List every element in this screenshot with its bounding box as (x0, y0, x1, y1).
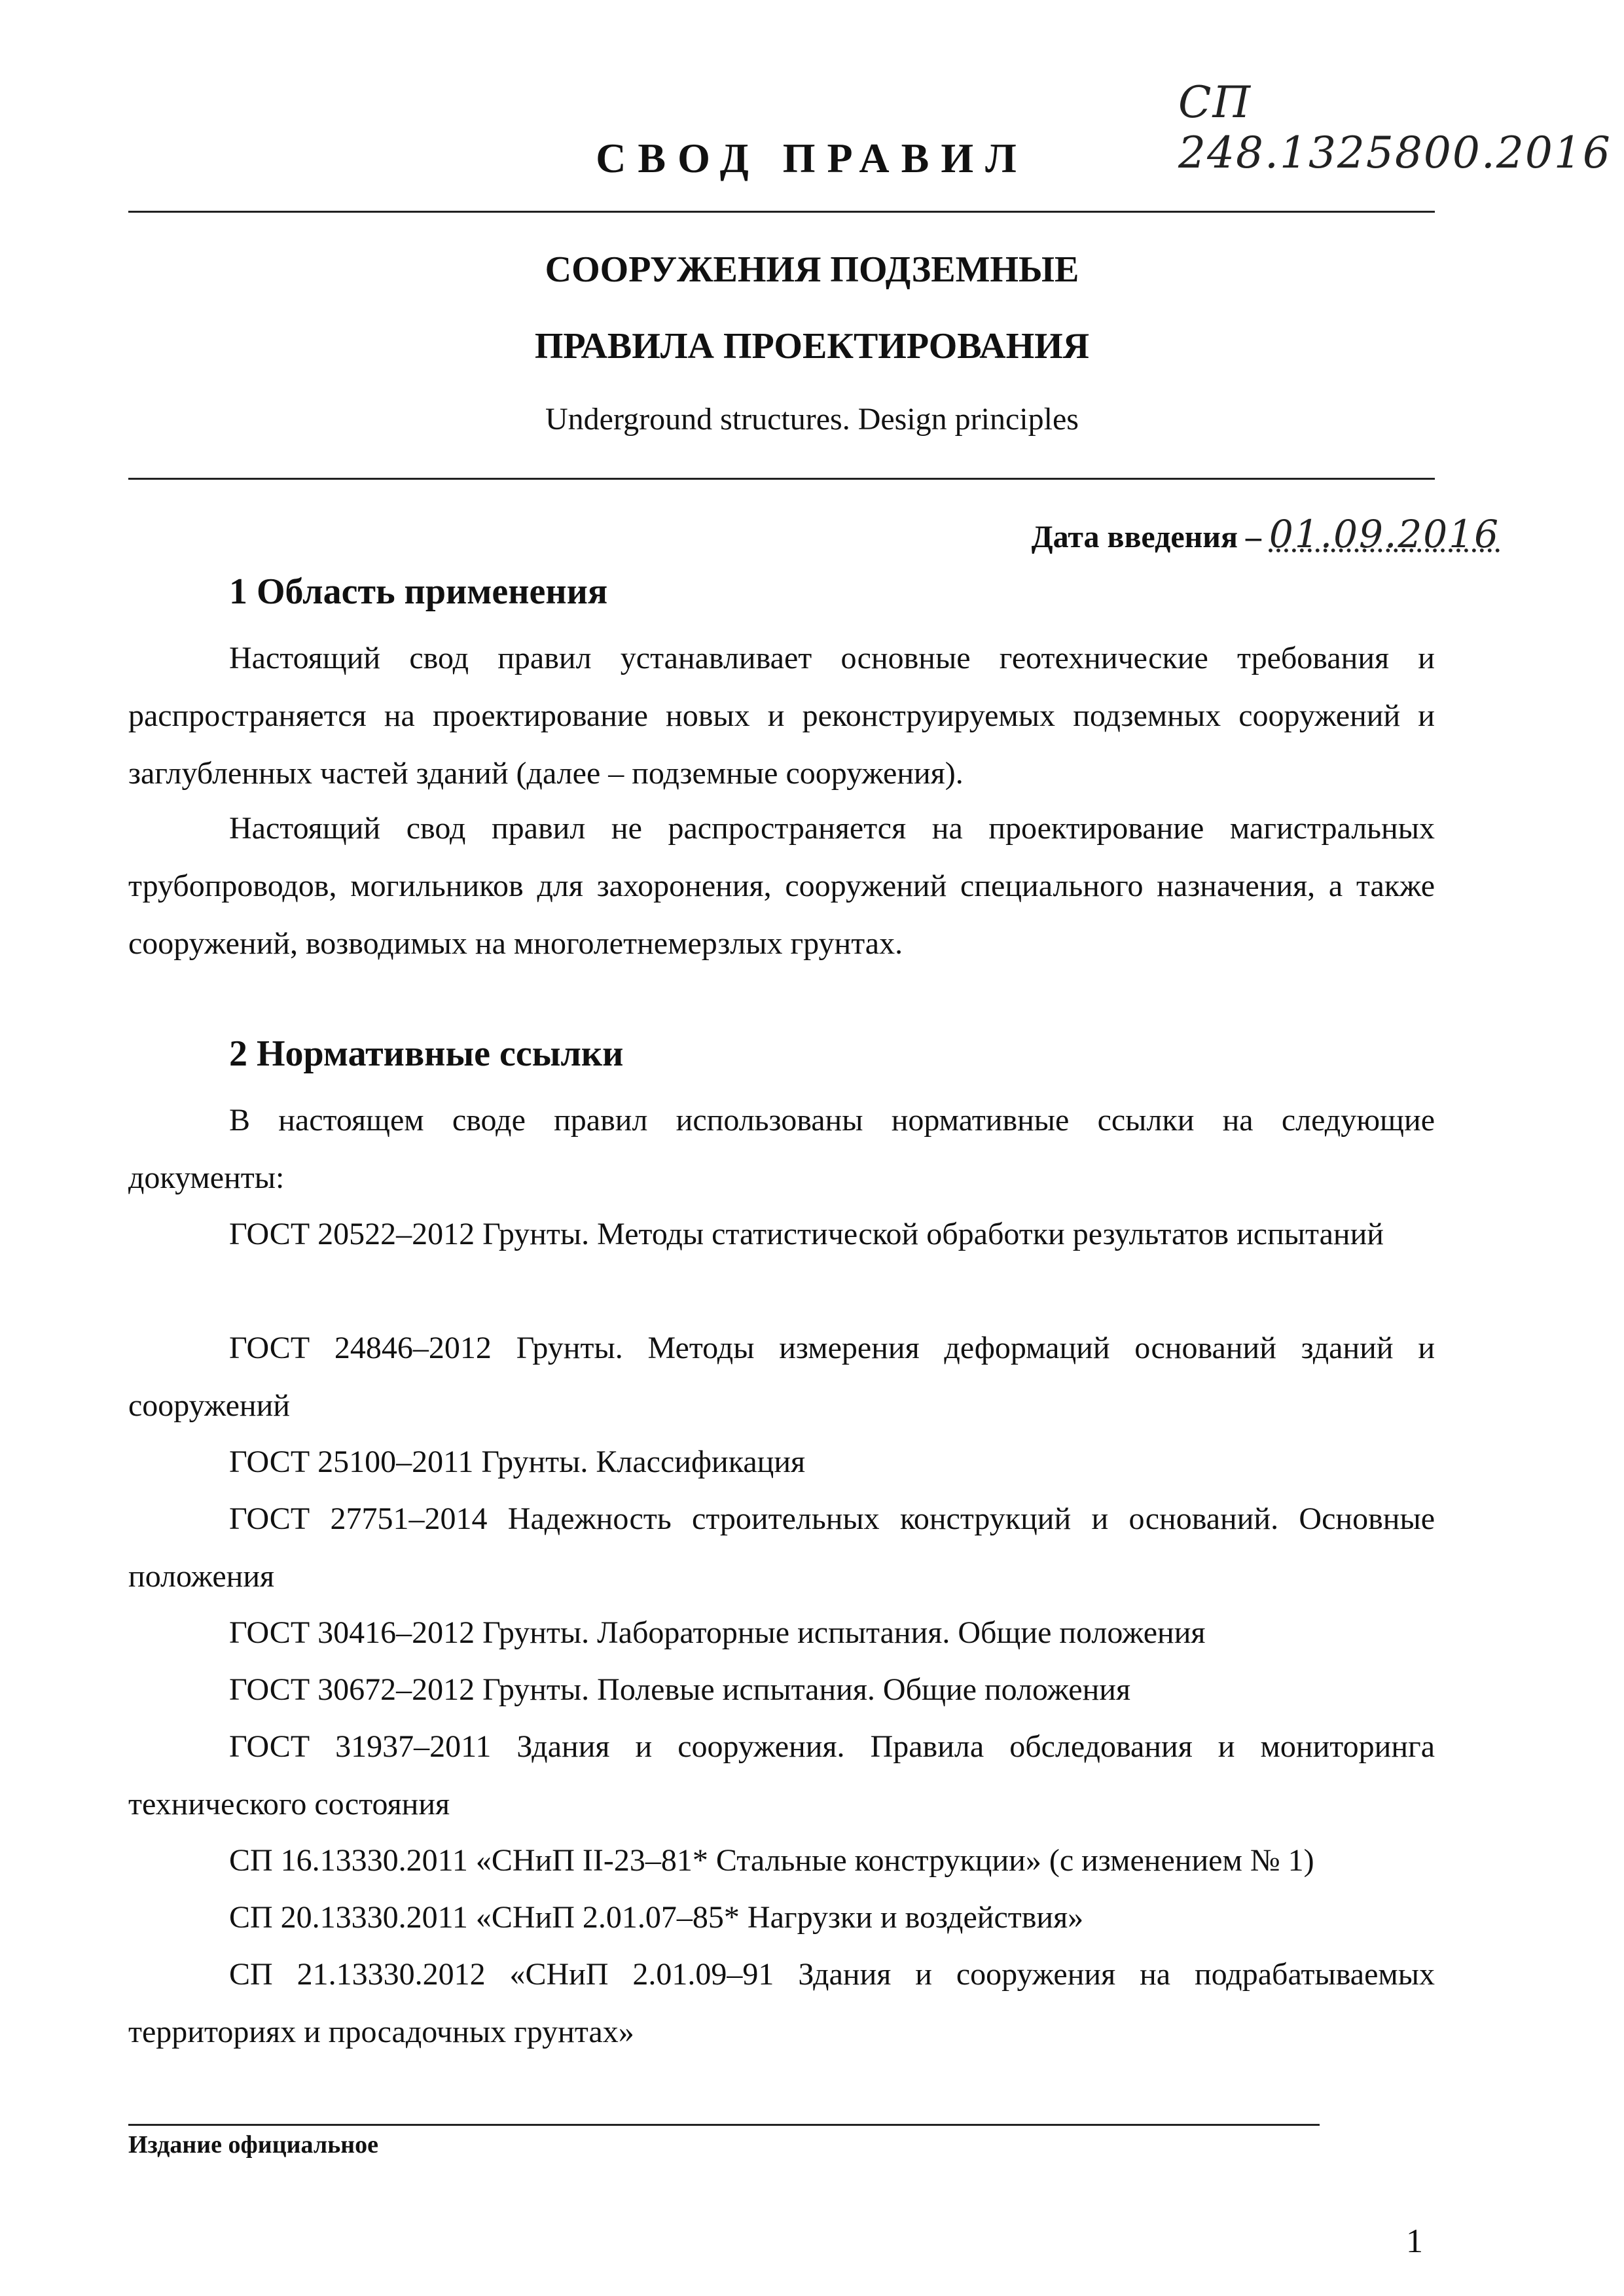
reference-item: ГОСТ 30416–2012 Грунты. Лабораторные испытания. Общие положения (229, 1615, 1206, 1650)
reference-item: СП 21.13330.2012 «СНиП 2.01.09–91 Здания и сооружения на подрабатываемых территориях и просадочных грунтах» (128, 1957, 1435, 2049)
reference-item: ГОСТ 24846–2012 Грунты. Методы измерения деформаций оснований зданий и сооружений (128, 1331, 1435, 1423)
page-number: 1 (1406, 2223, 1423, 2260)
introduction-date (1032, 512, 1500, 556)
handwritten-date: 01.09.2016 (1269, 512, 1500, 556)
reference-item: СП 16.13330.2011 «СНиП II-23–81* Стальные конструкции» (с изменением № 1) (229, 1843, 1314, 1878)
footer-divider (128, 2124, 1320, 2126)
official-edition-note: Издание официальное (128, 2131, 379, 2159)
subtitle-line-2: ПРАВИЛА ПРОЕКТИРОВАНИЯ (534, 326, 1090, 367)
subtitle-english: Underground structures. Design principles (545, 402, 1079, 437)
reference-item: ГОСТ 20522–2012 Грунты. Методы статистической обработки результатов испытаний (229, 1217, 1384, 1251)
reference-item: СП 20.13330.2011 «СНиП 2.01.07–85* Нагрузки и воздействия» (229, 1900, 1084, 1935)
subtitle-line-1: СООРУЖЕНИЯ ПОДЗЕМНЫЕ (545, 249, 1079, 290)
document-title: СВОД ПРАВИЛ (596, 135, 1028, 181)
section-2-heading: 2 Нормативные ссылки (229, 1033, 624, 1074)
divider-middle (128, 478, 1435, 480)
section-2-intro: В настоящем своде правил использованы нормативные ссылки на следующие документы: (128, 1103, 1435, 1195)
reference-item: ГОСТ 30672–2012 Грунты. Полевые испытания. Общие положения (229, 1672, 1131, 1707)
reference-item: ГОСТ 27751–2014 Надежность строительных конструкций и оснований. Основные положения (128, 1501, 1435, 1594)
divider-top (128, 211, 1435, 213)
section-1-paragraph: Настоящий свод правил устанавливает основные геотехнические требования и распространяется на проектирование новых и реконструируемых подземных сооружений и заглубленных частей зданий (далее – подземные сооружения). (128, 641, 1435, 791)
section-1-paragraph: Настоящий свод правил не распространяется на проектирование магистральных трубопроводов, могильников для захоронения, сооружений специального назначения, а также сооружений, возводимых на многолетнемерзлых грунтах. (128, 811, 1435, 961)
section-1-heading: 1 Область применения (229, 571, 608, 612)
handwritten-doc-code: СП 248.1325800.2016 (1178, 77, 1612, 178)
date-label: Дата введения – (1031, 520, 1261, 554)
reference-item: ГОСТ 25100–2011 Грунты. Классификация (229, 1444, 806, 1479)
reference-item: ГОСТ 31937–2011 Здания и сооружения. Правила обследования и мониторинга технического состояния (128, 1729, 1435, 1821)
